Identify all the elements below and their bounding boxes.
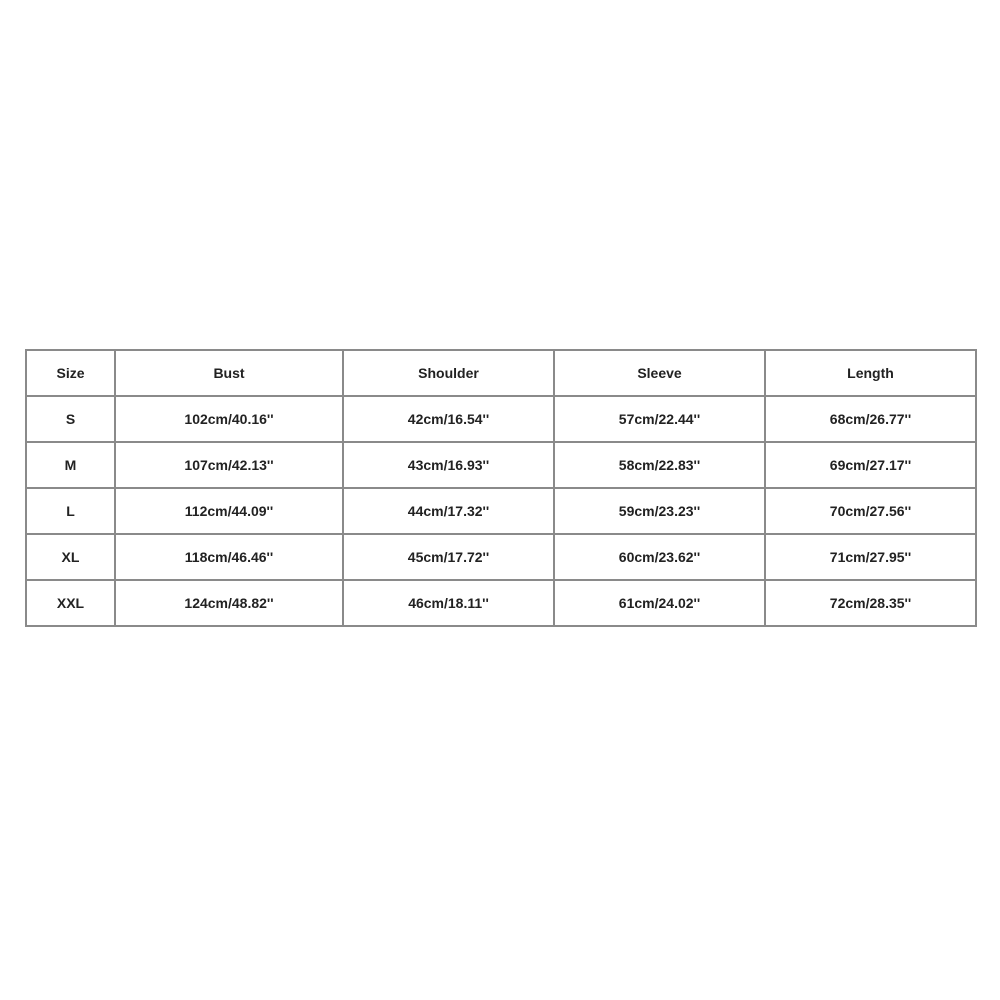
cell-shoulder: 42cm/16.54'' bbox=[343, 396, 554, 442]
cell-bust: 124cm/48.82'' bbox=[115, 580, 343, 626]
table-row bbox=[26, 534, 976, 580]
cell-length: 72cm/28.35'' bbox=[765, 580, 976, 626]
header-bust: Bust bbox=[115, 350, 343, 396]
cell-sleeve: 59cm/23.23'' bbox=[554, 488, 765, 534]
header-shoulder: Shoulder bbox=[343, 350, 554, 396]
cell-sleeve: 60cm/23.62'' bbox=[554, 534, 765, 580]
header-sleeve: Sleeve bbox=[554, 350, 765, 396]
cell-sleeve: 57cm/22.44'' bbox=[554, 396, 765, 442]
cell-shoulder: 44cm/17.32'' bbox=[343, 488, 554, 534]
header-length: Length bbox=[765, 350, 976, 396]
cell-sleeve: 58cm/22.83'' bbox=[554, 442, 765, 488]
cell-bust: 118cm/46.46'' bbox=[115, 534, 343, 580]
cell-length: 70cm/27.56'' bbox=[765, 488, 976, 534]
header-size: Size bbox=[26, 350, 115, 396]
cell-bust: 107cm/42.13'' bbox=[115, 442, 343, 488]
cell-size: XXL bbox=[26, 580, 115, 626]
table-row bbox=[26, 580, 976, 626]
cell-bust: 102cm/40.16'' bbox=[115, 396, 343, 442]
cell-shoulder: 46cm/18.11'' bbox=[343, 580, 554, 626]
table-row bbox=[26, 442, 976, 488]
cell-length: 69cm/27.17'' bbox=[765, 442, 976, 488]
cell-shoulder: 43cm/16.93'' bbox=[343, 442, 554, 488]
cell-size: XL bbox=[26, 534, 115, 580]
table-row bbox=[26, 396, 976, 442]
cell-sleeve: 61cm/24.02'' bbox=[554, 580, 765, 626]
cell-length: 68cm/26.77'' bbox=[765, 396, 976, 442]
cell-size: L bbox=[26, 488, 115, 534]
table-row bbox=[26, 488, 976, 534]
cell-bust: 112cm/44.09'' bbox=[115, 488, 343, 534]
cell-shoulder: 45cm/17.72'' bbox=[343, 534, 554, 580]
size-chart-table bbox=[25, 349, 977, 627]
cell-length: 71cm/27.95'' bbox=[765, 534, 976, 580]
header-row bbox=[26, 350, 976, 396]
cell-size: S bbox=[26, 396, 115, 442]
cell-size: M bbox=[26, 442, 115, 488]
